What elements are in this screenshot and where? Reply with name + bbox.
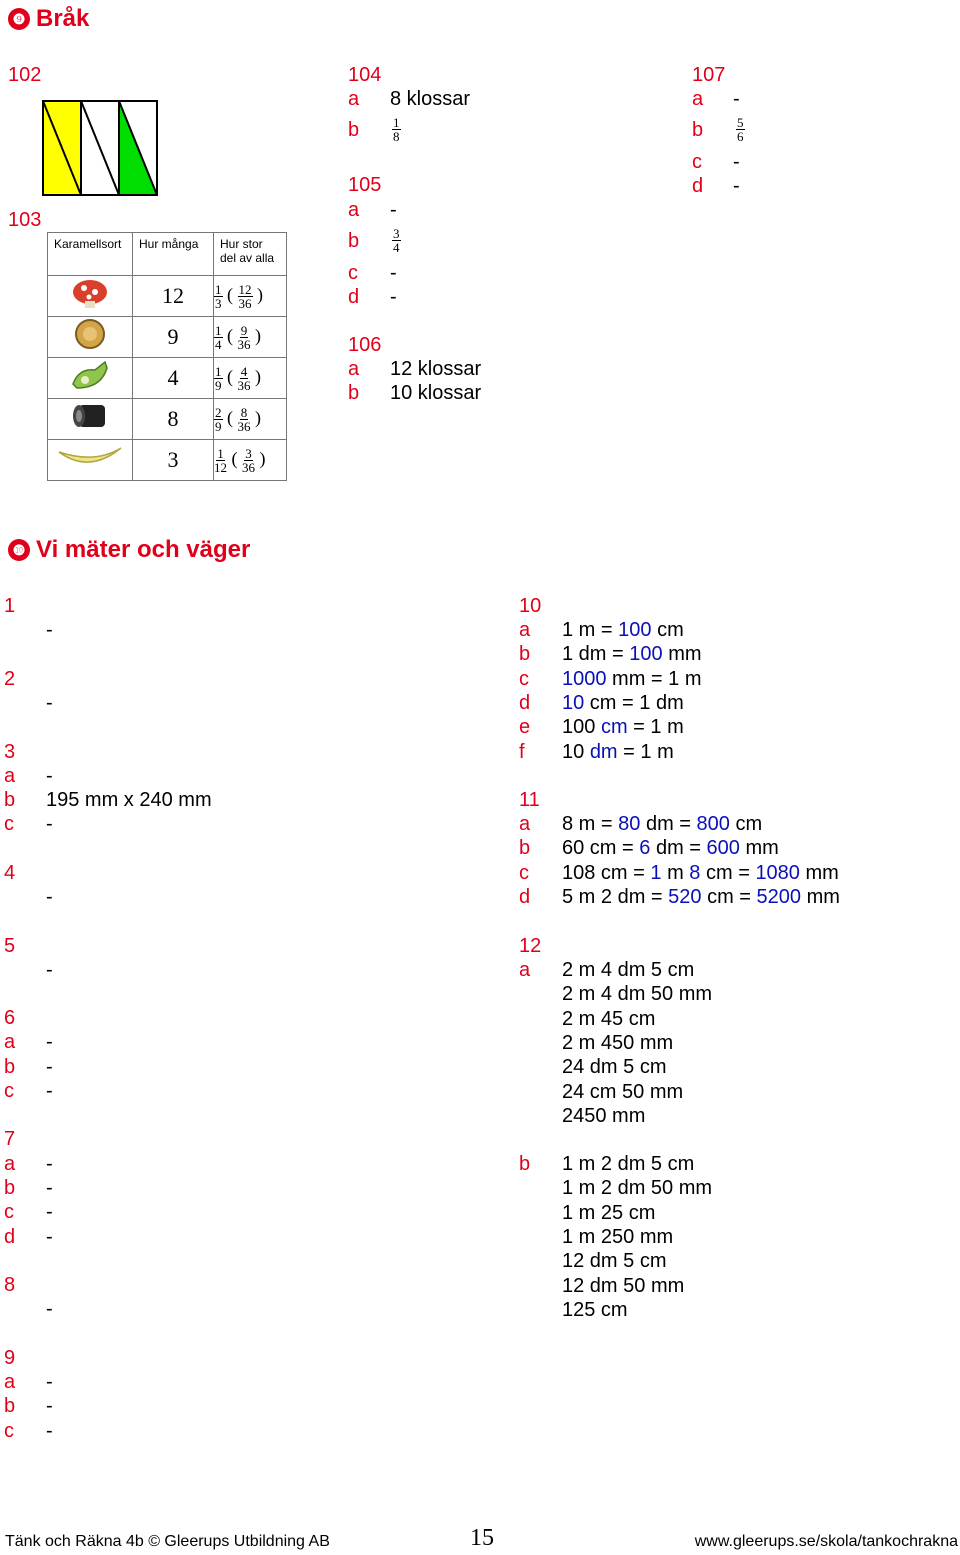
licorice-candy-icon xyxy=(65,399,115,433)
answer-value: 6 xyxy=(639,837,651,860)
table-row xyxy=(48,317,287,358)
equation-text: mm = 1 m xyxy=(606,667,702,690)
answer-value: 1080 xyxy=(755,861,800,884)
answer-line: 24 cm 50 mm xyxy=(562,1080,684,1103)
answer-text: - xyxy=(46,959,53,981)
answer-text: - xyxy=(733,88,740,110)
equation-text: 1 dm = xyxy=(562,643,630,666)
item-letter: a xyxy=(519,959,531,981)
item-letter: a xyxy=(4,1031,16,1053)
problem-103-label: 103 xyxy=(8,209,42,231)
equation-text: = 1 m xyxy=(617,740,674,763)
answer-value: dm xyxy=(589,740,618,763)
equation-text: dm = xyxy=(650,837,707,860)
item-letter: c xyxy=(4,1201,14,1223)
answer-value: 100 xyxy=(618,619,652,641)
equation-text: 100 xyxy=(562,716,601,739)
equation-line xyxy=(562,618,684,642)
answer-line: 12 dm 5 cm xyxy=(562,1250,667,1273)
item-letter: b xyxy=(4,1395,16,1417)
fraction-cell: $\frac{1}{9}$ ( $\frac{4}{36}$ ) xyxy=(214,358,287,399)
item-letter: a xyxy=(519,619,531,641)
equation-text: 5 m 2 dm = xyxy=(562,885,669,908)
item-letter: d xyxy=(4,1226,16,1248)
answer-value: 100 xyxy=(629,643,663,666)
table-row xyxy=(48,399,287,440)
answer-value: 8 xyxy=(689,861,701,884)
footer-url: www.gleerups.se/skola/tankochrakna xyxy=(694,1533,958,1550)
item-letter: b xyxy=(348,382,360,404)
equation-text: m xyxy=(661,861,690,884)
answer-text: 10 klossar xyxy=(390,382,482,404)
equation-text: mm xyxy=(739,837,779,860)
answer-text: - xyxy=(46,813,53,835)
equation-text: cm = 1 dm xyxy=(584,691,684,714)
table-row xyxy=(48,440,287,481)
problem-9-label: 9 xyxy=(4,1347,16,1369)
equation-text: cm = xyxy=(701,885,757,908)
answer-text: - xyxy=(46,1420,53,1442)
fraction-cell: $\frac{1}{12}$ ( $\frac{3}{36}$ ) xyxy=(214,440,287,481)
fraction-cell: $\frac{1}{4}$ ( $\frac{9}{36}$ ) xyxy=(214,317,287,358)
item-letter: a xyxy=(348,88,360,110)
item-letter: c xyxy=(348,262,358,284)
equation-line xyxy=(562,691,684,715)
answer-text: - xyxy=(390,262,397,284)
answer-text: - xyxy=(390,286,397,308)
item-letter: a xyxy=(348,358,360,380)
problem-6-label: 6 xyxy=(4,1007,16,1029)
equation-text: 8 m = xyxy=(562,813,619,835)
equation-text: mm xyxy=(801,885,840,908)
header-share: Hur stor del av alla xyxy=(214,233,287,276)
problem-5-label: 5 xyxy=(4,935,16,957)
answer-value: 10 xyxy=(562,691,585,714)
problem-105-label: 105 xyxy=(348,174,382,196)
header-count: Hur många xyxy=(133,233,214,276)
count-cell: 4 xyxy=(133,358,214,399)
mushroom-candy-icon xyxy=(65,276,115,310)
section-number: ❾ xyxy=(8,8,30,30)
item-letter: c xyxy=(4,1420,14,1442)
answer-line: 2450 mm xyxy=(562,1104,646,1127)
answer-value: 1 xyxy=(650,861,662,884)
answer-text: 12 klossar xyxy=(390,358,482,380)
answer-text: - xyxy=(46,1056,53,1078)
answer-text: - xyxy=(46,886,53,908)
problem-12-label: 12 xyxy=(519,935,542,957)
item-letter: d xyxy=(692,175,704,197)
answer-text: - xyxy=(46,1177,53,1199)
item-letter: a xyxy=(4,765,16,787)
item-letter: b xyxy=(519,1153,531,1175)
answer-text: - xyxy=(46,1153,53,1175)
answer-line: 1 m 250 mm xyxy=(562,1225,674,1248)
answer-text: - xyxy=(46,1371,53,1393)
answer-line: 2 m 450 mm xyxy=(562,1031,674,1054)
answer-line: 2 m 4 dm 50 mm xyxy=(562,983,713,1006)
section-title-measure xyxy=(8,536,250,564)
problem-8-label: 8 xyxy=(4,1274,16,1296)
equation-text: cm xyxy=(729,813,763,835)
table-row xyxy=(48,276,287,317)
answer-line: 24 dm 5 cm xyxy=(562,1056,667,1079)
item-letter: b xyxy=(519,643,531,666)
answer-fraction: $\frac{5}{6}$ xyxy=(737,115,744,144)
answer-text: 8 klossar xyxy=(390,88,471,110)
section-title-text: Vi mäter och väger xyxy=(36,536,251,563)
problem-102-label: 102 xyxy=(8,64,42,86)
item-letter: b xyxy=(348,119,360,141)
problem-2-label: 2 xyxy=(4,668,16,690)
problem-3-label: 3 xyxy=(4,741,16,763)
footer-publisher: Tänk och Räkna 4b © Gleerups Utbildning AB xyxy=(5,1533,330,1550)
item-letter: b xyxy=(4,1177,16,1199)
equation-line xyxy=(562,885,840,909)
answer-line: 1 m 2 dm 50 mm xyxy=(562,1177,713,1200)
item-letter: b xyxy=(348,230,360,252)
answer-line: 1 m 2 dm 5 cm xyxy=(562,1153,695,1175)
equation-text: = 1 m xyxy=(627,716,684,739)
answer-line: 2 m 4 dm 5 cm xyxy=(562,959,695,981)
item-letter: a xyxy=(348,199,360,221)
problem-106-label: 106 xyxy=(348,334,382,356)
item-letter: c xyxy=(692,151,702,173)
equation-line xyxy=(562,740,674,764)
item-letter: b xyxy=(4,1056,16,1078)
problem-104-label: 104 xyxy=(348,64,382,86)
fraction-cell: $\frac{1}{3}$ ( $\frac{12}{36}$ ) xyxy=(214,276,287,317)
item-letter: a xyxy=(4,1371,16,1393)
equation-text: 108 cm = xyxy=(562,861,651,884)
answer-text: - xyxy=(46,1298,53,1320)
equation-text: 1 m = xyxy=(562,619,619,641)
item-letter: d xyxy=(348,286,360,308)
answer-text: - xyxy=(46,1226,53,1248)
item-letter: e xyxy=(519,716,531,739)
answer-text: - xyxy=(46,1201,53,1223)
answer-line: 1 m 25 cm xyxy=(562,1201,656,1224)
equation-line xyxy=(562,715,684,739)
answer-value: 80 xyxy=(618,813,641,835)
green-candy-icon xyxy=(65,358,115,392)
answer-line: 2 m 45 cm xyxy=(562,1007,656,1030)
equation-text: 60 cm = xyxy=(562,837,640,860)
equation-text: dm = xyxy=(640,813,697,835)
equation-text: mm xyxy=(799,861,839,884)
answer-text: - xyxy=(46,1031,53,1053)
candy-table xyxy=(47,232,287,481)
problem-11-label: 11 xyxy=(519,789,540,811)
count-cell: 12 xyxy=(133,276,214,317)
item-letter: c xyxy=(4,813,14,835)
answer-fraction: $\frac{3}{4}$ xyxy=(393,226,400,255)
fraction-bar-figure xyxy=(42,100,158,196)
answer-text: - xyxy=(733,175,740,197)
equation-text: cm xyxy=(651,619,684,641)
item-letter: b xyxy=(519,837,531,860)
item-letter: a xyxy=(4,1153,16,1175)
equation-text: mm xyxy=(662,643,702,666)
table-row xyxy=(48,358,287,399)
item-letter: f xyxy=(519,740,525,763)
answer-value: cm xyxy=(600,716,628,739)
answer-value: 520 xyxy=(668,885,702,908)
equation-line xyxy=(562,667,702,691)
item-letter: c xyxy=(519,667,529,690)
equation-line xyxy=(562,836,779,860)
answer-line: 125 cm xyxy=(562,1298,628,1321)
item-letter: a xyxy=(519,813,531,835)
round-candy-icon xyxy=(65,317,115,351)
equation-line xyxy=(562,642,702,666)
item-letter: b xyxy=(4,789,16,811)
item-letter: c xyxy=(519,861,529,884)
section-title-text: Bråk xyxy=(36,5,90,32)
item-letter: a xyxy=(692,88,704,110)
problem-107-label: 107 xyxy=(692,64,726,86)
problem-10-label: 10 xyxy=(519,595,542,617)
answer-text: - xyxy=(46,692,53,714)
fraction-cell: $\frac{2}{9}$ ( $\frac{8}{36}$ ) xyxy=(214,399,287,440)
equation-line xyxy=(562,812,762,836)
item-letter: c xyxy=(4,1080,14,1102)
equation-text: 10 xyxy=(562,740,590,763)
header-candy-type: Karamellsort xyxy=(48,233,133,276)
item-letter: d xyxy=(519,885,531,908)
section-title-brak xyxy=(8,5,89,33)
answer-text: 195 mm x 240 mm xyxy=(46,789,212,811)
page-number: 15 xyxy=(470,1525,494,1551)
item-letter: d xyxy=(519,691,531,714)
answer-value: 800 xyxy=(696,813,730,835)
answer-text: - xyxy=(46,619,53,641)
answer-value: 600 xyxy=(706,837,740,860)
problem-7-label: 7 xyxy=(4,1128,16,1150)
item-letter: b xyxy=(692,119,704,141)
answer-line: 12 dm 50 mm xyxy=(562,1274,685,1297)
answer-text: - xyxy=(46,1395,53,1417)
count-cell: 9 xyxy=(133,317,214,358)
problem-4-label: 4 xyxy=(4,862,16,884)
count-cell: 3 xyxy=(133,440,214,481)
answer-fraction: $\frac{1}{8}$ xyxy=(393,115,400,144)
answer-text: - xyxy=(46,1080,53,1102)
banana-candy-icon xyxy=(55,440,125,474)
count-cell: 8 xyxy=(133,399,214,440)
equation-line xyxy=(562,861,839,885)
answer-text: - xyxy=(733,151,740,173)
answer-value: 5200 xyxy=(756,885,802,908)
section-number: ❿ xyxy=(8,539,30,561)
answer-value: 1000 xyxy=(562,667,607,690)
answer-text: - xyxy=(390,199,397,221)
equation-text: cm = xyxy=(700,861,756,884)
answer-text: - xyxy=(46,765,53,787)
problem-1-label: 1 xyxy=(4,595,16,617)
